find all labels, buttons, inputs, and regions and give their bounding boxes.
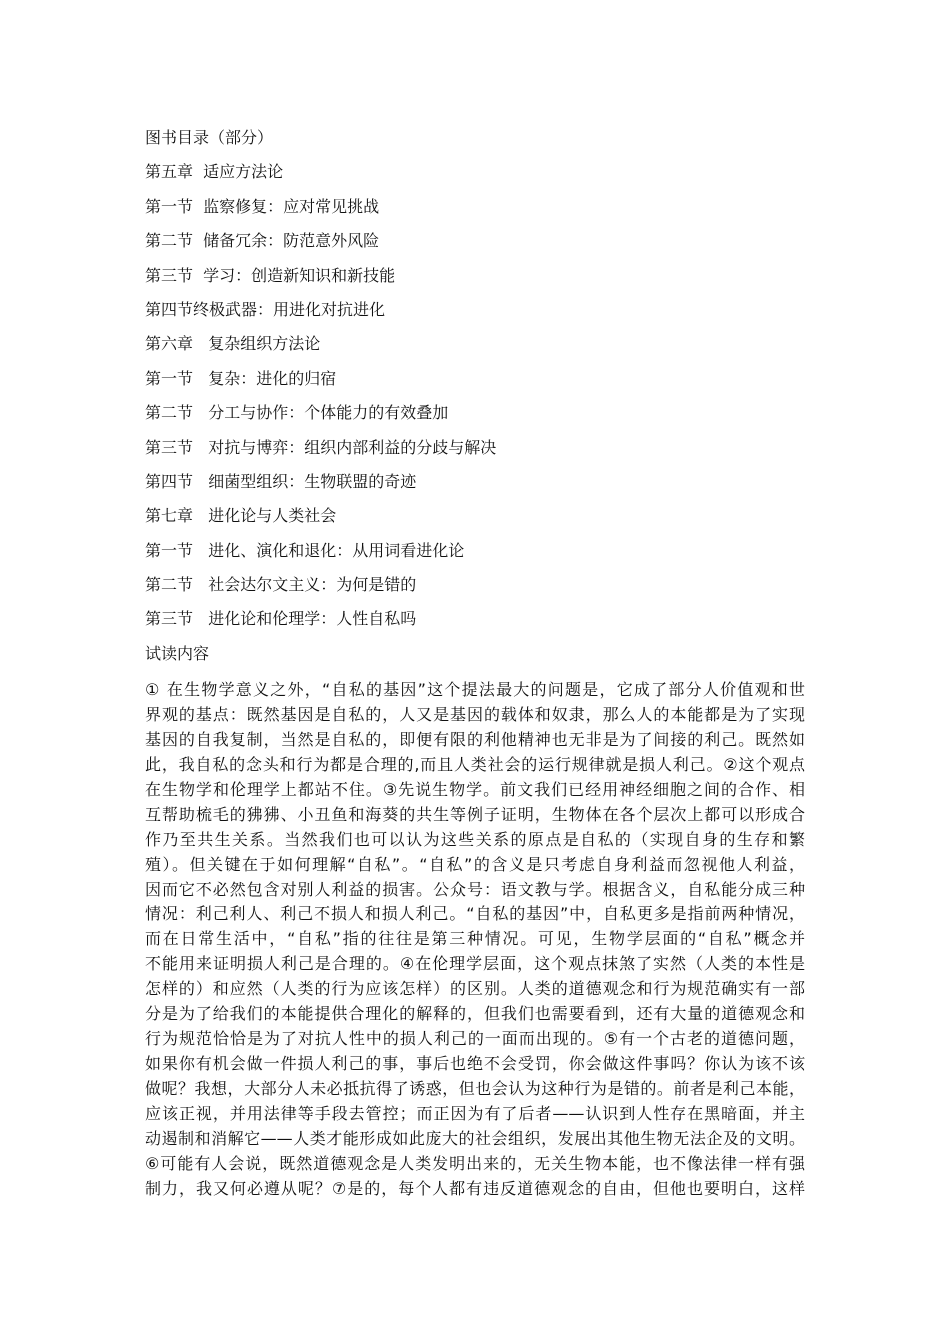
trial-heading: 试读内容	[145, 643, 210, 663]
passage-line: 互帮助梳毛的狒狒、小丑鱼和海葵的共生等例子证明，生物体在各个层次上都可以形成合	[145, 804, 805, 824]
passage-line: 应该正视，并用法律等手段去管控；而正因为有了后者——认识到人性存在黑暗面，并主	[145, 1103, 805, 1123]
toc-item: 第一节 进化、演化和退化：从用词看进化论	[145, 540, 465, 560]
passage-line: ① 在生物学意义之外，“自私的基因”这个提法最大的问题是，它成了部分人价值观和世	[145, 680, 805, 699]
trial-passage	[145, 678, 805, 1202]
passage-line: 制力，我又何必遵从呢？⑦是的，每个人都有违反道德观念的自由，但他也要明白，这样	[145, 1178, 805, 1198]
toc-item: 第一节 复杂：进化的归宿	[145, 368, 337, 388]
passage-line: 因而它不必然包含对别人利益的损害。公众号：语文教与学。根据含义，自私能分成三种	[145, 879, 805, 899]
toc-item: 第三节 进化论和伦理学：人性自私吗	[145, 609, 417, 629]
passage-line: 做呢？我想，大部分人未必抵抗得了诱惑，但也会认为这种行为是错的。前者是利己本能，	[145, 1079, 805, 1098]
toc-item: 第四节终极武器：用进化对抗进化	[145, 299, 386, 319]
passage-line: 殖）。但关键在于如何理解“自私”。“自私”的含义是只考虑自身利益而忽视他人利益，	[145, 854, 805, 874]
toc-item: 第四节 细菌型组织：生物联盟的奇迹	[145, 471, 417, 491]
toc-item: 第五章 适应方法论	[145, 162, 284, 182]
toc-item: 第三节 对抗与博弈：组织内部利益的分歧与解决	[145, 437, 497, 457]
passage-line: 分是为了给我们的本能提供合理化的解释的，但我们也需要看到，还有大量的道德观念和	[145, 1004, 805, 1024]
passage-line: 行为规范恰恰是为了对抗人性中的损人利己的一面而出现的。⑤有一个古老的道德问题，	[145, 1029, 805, 1049]
passage-line: 如果你有机会做一件损人利己的事，事后也绝不会受罚，你会做这件事吗？你认为该不该	[145, 1054, 805, 1074]
passage-line: ⑥可能有人会说，既然道德观念是人类发明出来的，无关生物本能，也不像法律一样有强	[145, 1153, 805, 1173]
toc-item: 第二节 社会达尔文主义：为何是错的	[145, 575, 417, 595]
passage-line: 界观的基点：既然基因是自私的，人又是基因的载体和奴隶，那么人的本能都是为了实现	[145, 704, 805, 724]
passage-line: 基因的自我复制，当然是自私的，即便有限的利他精神也无非是为了间接的利己。既然如	[145, 729, 805, 749]
passage-line: 情况：利己利人、利己不损人和损人利己。“自私的基因”中，自私更多是指前两种情况，	[145, 904, 805, 924]
passage-line: 而在日常生活中，“自私”指的往往是第三种情况。可见，生物学层面的“自私”概念并	[145, 929, 805, 949]
passage-line: 怎样的）和应然（人类的行为应该怎样）的区别。人类的道德观念和行为规范确实有一部	[145, 979, 805, 999]
passage-line: 不能用来证明损人利己是合理的。④在伦理学层面，这个观点抹煞了实然（人类的本性是	[145, 954, 805, 974]
toc-item: 第三节 学习：创造新知识和新技能	[145, 265, 396, 285]
toc-item: 第二节 分工与协作：个体能力的有效叠加	[145, 403, 449, 423]
passage-line: 作乃至共生关系。当然我们也可以认为这些关系的原点是自私的（实现自身的生存和繁	[145, 829, 805, 849]
passage-line: 此，我自私的念头和行为都是合理的,而且人类社会的运行规律就是损人利己。②这个观点	[145, 754, 805, 774]
toc-item: 第七章 进化论与人类社会	[145, 506, 337, 526]
toc-title: 图书目录（部分）	[145, 128, 274, 147]
toc-item: 第二节 储备冗余：防范意外风险	[145, 231, 380, 251]
passage-line: 动遏制和消解它——人类才能形成如此庞大的社会组织，发展出其他生物无法企及的文明。	[145, 1128, 805, 1148]
toc-item: 第六章 复杂组织方法论	[145, 334, 321, 354]
toc-item: 第一节 监察修复：应对常见挑战	[145, 196, 380, 216]
passage-line: 在生物学和伦理学上都站不住。③先说生物学。前文我们已经用神经细胞之间的合作、相	[145, 779, 805, 799]
table-of-contents	[145, 126, 496, 676]
